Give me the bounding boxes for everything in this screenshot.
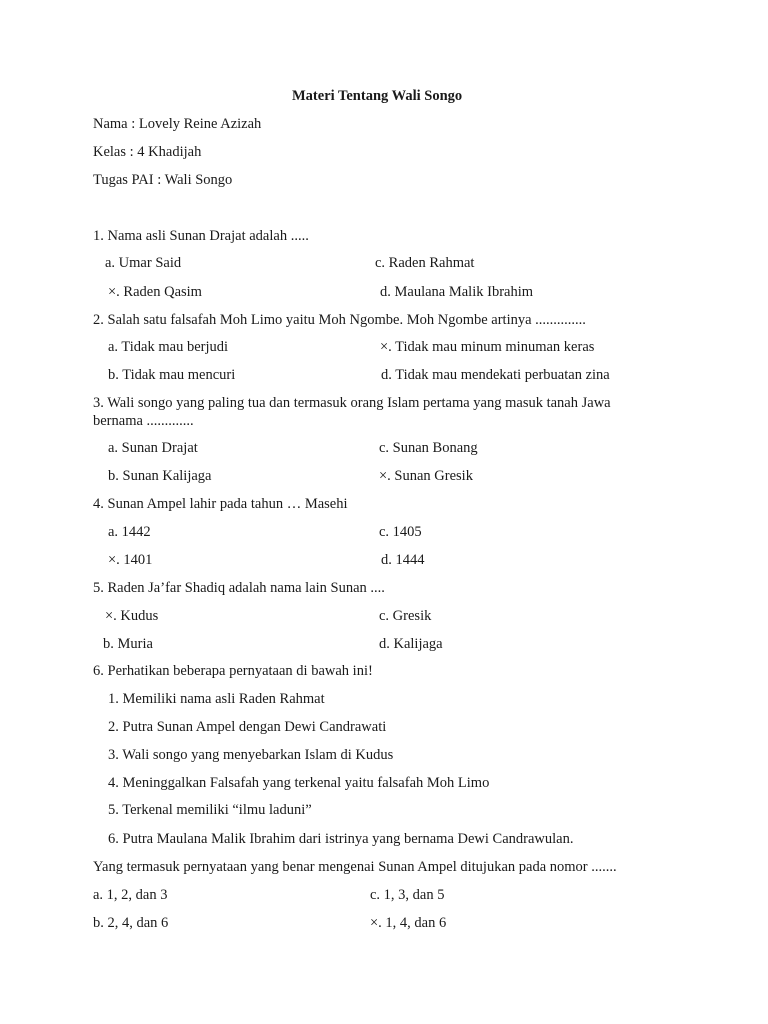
question-3-option-a: a. Sunan Drajat — [108, 440, 198, 456]
question-4-option-d: d. 1444 — [381, 552, 425, 568]
question-4-option-b-selected: ×. 1401 — [108, 552, 153, 568]
question-1-option-b-selected: ×. Raden Qasim — [108, 284, 202, 300]
question-3-text-cont: bernama ............. — [93, 413, 194, 429]
question-3-option-c: c. Sunan Bonang — [379, 440, 478, 456]
question-2-text: 2. Salah satu falsafah Moh Limo yaitu Moh Ngombe. Moh Ngombe artinya .............. — [93, 312, 586, 328]
student-name: Nama : Lovely Reine Azizah — [93, 116, 262, 132]
question-5-option-c: c. Gresik — [379, 608, 432, 624]
question-6-statement-2: 2. Putra Sunan Ampel dengan Dewi Candrawati — [108, 719, 387, 735]
question-6-option-c: c. 1, 3, dan 5 — [370, 887, 445, 903]
question-4-text: 4. Sunan Ampel lahir pada tahun … Masehi — [93, 496, 348, 512]
question-2-option-c-selected: ×. Tidak mau minum minuman keras — [380, 339, 595, 355]
question-1-option-c: c. Raden Rahmat — [375, 255, 475, 271]
question-6-prompt: Yang termasuk pernyataan yang benar mengenai Sunan Ampel ditujukan pada nomor ....... — [93, 859, 617, 875]
assignment-subject: Tugas PAI : Wali Songo — [93, 172, 233, 188]
question-3-option-d-selected: ×. Sunan Gresik — [379, 468, 473, 484]
question-6-option-d-selected: ×. 1, 4, dan 6 — [370, 915, 447, 931]
question-6-statement-1: 1. Memiliki nama asli Raden Rahmat — [108, 691, 325, 707]
question-6-statement-5: 5. Terkenal memiliki “ilmu laduni” — [108, 802, 312, 818]
question-6-statement-3: 3. Wali songo yang menyebarkan Islam di Kudus — [108, 747, 394, 763]
question-6-statement-6: 6. Putra Maulana Malik Ibrahim dari istrinya yang bernama Dewi Candrawulan. — [108, 831, 574, 847]
question-4-option-a: a. 1442 — [108, 524, 151, 540]
question-1-option-a: a. Umar Said — [105, 255, 182, 271]
document-title: Materi Tentang Wali Songo — [292, 88, 463, 104]
question-4-option-c: c. 1405 — [379, 524, 422, 540]
question-5-option-b: b. Muria — [103, 636, 153, 652]
question-2-option-a: a. Tidak mau berjudi — [108, 339, 229, 355]
student-class: Kelas : 4 Khadijah — [93, 144, 202, 160]
question-6-text: 6. Perhatikan beberapa pernyataan di bawah ini! — [93, 663, 373, 679]
question-5-option-a-selected: ×. Kudus — [105, 608, 159, 624]
question-3-text: 3. Wali songo yang paling tua dan termasuk orang Islam pertama yang masuk tanah Jawa — [93, 395, 611, 411]
question-2-option-d: d. Tidak mau mendekati perbuatan zina — [381, 367, 610, 383]
question-5-text: 5. Raden Ja’far Shadiq adalah nama lain Sunan .... — [93, 580, 385, 596]
question-1-text: 1. Nama asli Sunan Drajat adalah ..... — [93, 228, 309, 244]
question-6-option-a: a. 1, 2, dan 3 — [93, 887, 168, 903]
question-6-option-b: b. 2, 4, dan 6 — [93, 915, 169, 931]
question-1-option-d: d. Maulana Malik Ibrahim — [380, 284, 534, 300]
question-3-option-b: b. Sunan Kalijaga — [108, 468, 212, 484]
question-2-option-b: b. Tidak mau mencuri — [108, 367, 236, 383]
question-6-statement-4: 4. Meninggalkan Falsafah yang terkenal yaitu falsafah Moh Limo — [108, 775, 490, 791]
question-5-option-d: d. Kalijaga — [379, 636, 443, 652]
